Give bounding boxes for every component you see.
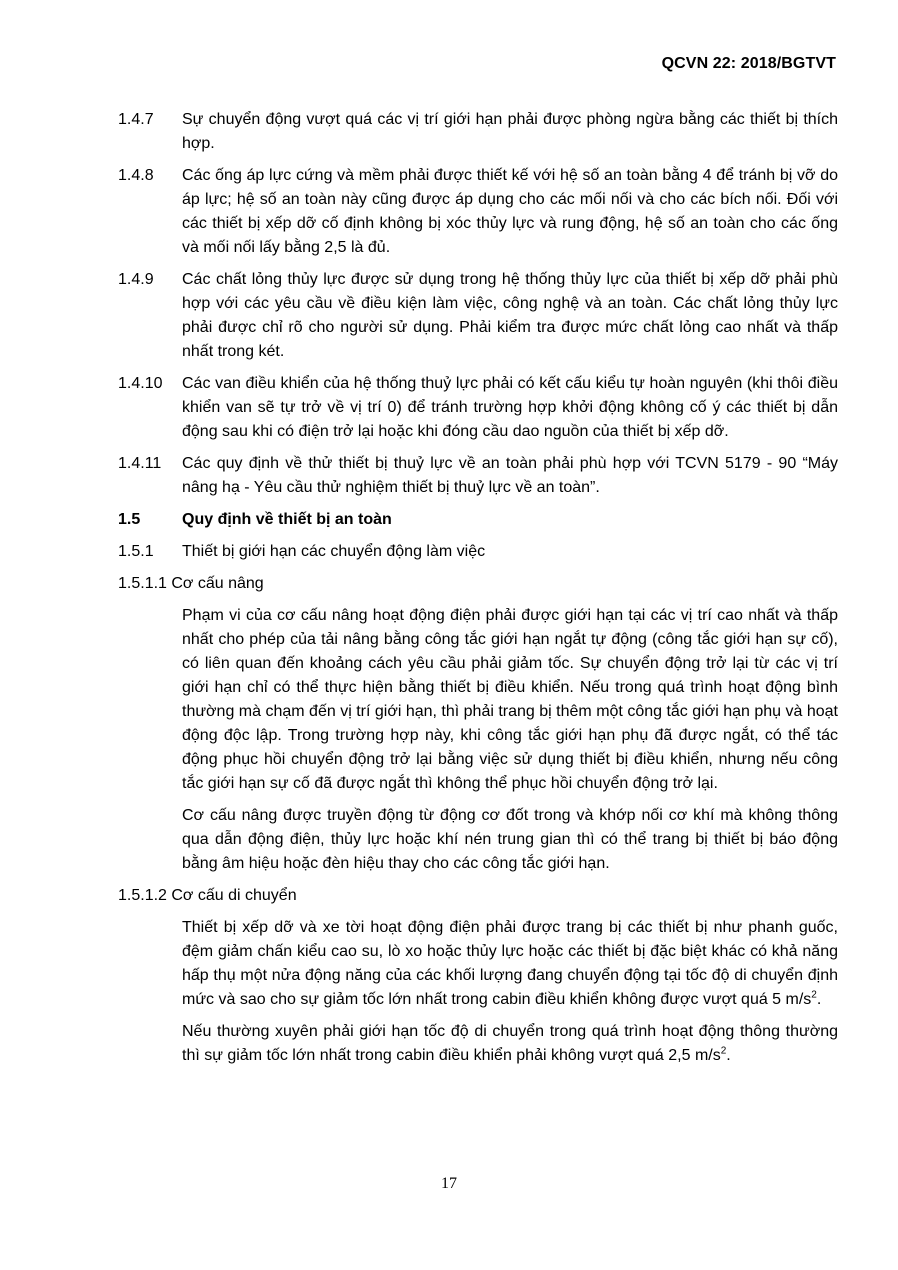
clause-text: Các van điều khiển của hệ thống thuỷ lực phải có kết cấu kiểu tự hoàn nguyên (khi thôi điều khiển van sẽ tự trở về vị trí 0) để tránh trường hợp khởi động không cố ý các thiết bị dẫn động sau khi có điện trở lại hoặc khi đóng cầu dao nguồn của thiết bị xếp dỡ. bbox=[182, 375, 838, 440]
clause-number: 1.4.10 bbox=[118, 375, 163, 392]
clause-1-4-8 bbox=[118, 164, 838, 260]
clause-text: Các ống áp lực cứng và mềm phải được thiết kế với hệ số an toàn bằng 4 để tránh bị vỡ do áp lực; hệ số an toàn này cũng được áp dụng cho các mối nối và cho các bích nối. Đối với các thiết bị xếp dỡ cố định không bị xóc thủy lực và rung động, hệ số an toàn cho các ống và mối nối lấy bằng 2,5 là đủ. bbox=[182, 167, 838, 256]
clause-text: Sự chuyển động vượt quá các vị trí giới hạn phải được phòng ngừa bằng các thiết bị thích hợp. bbox=[182, 111, 838, 152]
paragraph-text: Nếu thường xuyên phải giới hạn tốc độ di chuyển trong quá trình hoạt động thông thường thì sự giảm tốc lớn nhất trong cabin điều khiển phải không vượt quá 2,5 m/s bbox=[182, 1023, 838, 1064]
subsection-title: Thiết bị giới hạn các chuyển động làm việc bbox=[182, 543, 486, 560]
paragraph: Phạm vi của cơ cấu nâng hoạt động điện phải được giới hạn tại các vị trí cao nhất và thấp nhất cho phép của tải nâng bằng công tắc giới hạn ngắt tự động (công tắc giới hạn sự cố), có liên quan đến khoảng cách yêu cầu phải giảm tốc. Sự chuyển động trở lại từ các vị trí giới hạn chỉ có thể thực hiện bằng thiết bị điều khiển. Nếu trong quá trình hoạt động bình thường mà chạm đến vị trí giới hạn, thì phải trang bị thêm một công tắc giới hạn phụ và hoạt động độc lập. Trong trường hợp này, khi công tắc giới hạn phụ đã được ngắt, có thể tác động phục hồi chuyển động trở lại bằng việc sử dụng thiết bị điều khiển, nhưng nếu công tắc giới hạn sự cố đã được ngắt thì không thể phục hồi chuyển động trở lại. bbox=[182, 607, 838, 792]
section-title: Quy định về thiết bị an toàn bbox=[182, 511, 392, 528]
paragraph: Cơ cấu nâng được truyền động từ động cơ đốt trong và khớp nối cơ khí mà không thông qua dẫn động điện, thủy lực hoặc khí nén trung gian thì có thể trang bị thiết bị báo động bằng âm hiệu hoặc đèn hiệu thay cho các công tắc giới hạn. bbox=[182, 807, 838, 872]
paragraph-end: . bbox=[816, 991, 822, 1008]
clause-number: 1.4.7 bbox=[118, 111, 154, 128]
clause-text: Các chất lỏng thủy lực được sử dụng trong hệ thống thủy lực của thiết bị xếp dỡ phải phù hợp với các yêu cầu về điều kiện làm việc, công nghệ và an toàn. Các chất lỏng thủy lực phải được chỉ rõ cho người sử dụng. Phải kiểm tra được mức chất lỏng cao nhất và thấp nhất trong két. bbox=[182, 271, 838, 360]
section-number: 1.5 bbox=[118, 511, 141, 528]
clause-number: 1.4.8 bbox=[118, 167, 154, 184]
subsubsection-heading-lifting: 1.5.1.1 Cơ cấu nâng bbox=[118, 575, 264, 592]
clause-number: 1.4.11 bbox=[118, 455, 162, 472]
paragraph bbox=[182, 1020, 838, 1068]
clause-1-4-10 bbox=[118, 372, 838, 444]
paragraph bbox=[182, 916, 838, 1012]
clause-text: Các quy định về thử thiết bị thuỷ lực về an toàn phải phù hợp với TCVN 5179 - 90 “Máy nâng hạ - Yêu cầu thử nghiệm thiết bị thuỷ lực về an toàn”. bbox=[182, 455, 838, 496]
subsection-heading bbox=[118, 540, 838, 564]
page-content bbox=[118, 108, 838, 1076]
paragraph-text: Thiết bị xếp dỡ và xe tời hoạt động điện phải được trang bị các thiết bị như phanh guốc, đệm giảm chấn kiểu cao su, lò xo hoặc thủy lực hoặc các thiết bị đặc biệt khác có khả năng hấp thụ một nửa động năng của các khối lượng đang chuyển động tại tốc độ di chuyển định mức và sao cho sự giảm tốc lớn nhất trong cabin điều khiển không được vượt quá 5 m/s bbox=[182, 919, 838, 1008]
subsubsection-heading-travel: 1.5.1.2 Cơ cấu di chuyển bbox=[118, 887, 297, 904]
clause-1-4-7 bbox=[118, 108, 838, 156]
superscript: 2 bbox=[720, 1045, 727, 1057]
paragraph-end: . bbox=[726, 1047, 731, 1064]
subsection-number: 1.5.1 bbox=[118, 543, 154, 560]
clause-1-4-9 bbox=[118, 268, 838, 364]
clause-1-4-11 bbox=[118, 452, 838, 500]
page-number: 17 bbox=[441, 1175, 457, 1192]
superscript: 2 bbox=[811, 989, 817, 1001]
section-heading bbox=[118, 508, 838, 532]
clause-number: 1.4.9 bbox=[118, 271, 154, 288]
document-code: QCVN 22: 2018/BGTVT bbox=[661, 55, 836, 72]
